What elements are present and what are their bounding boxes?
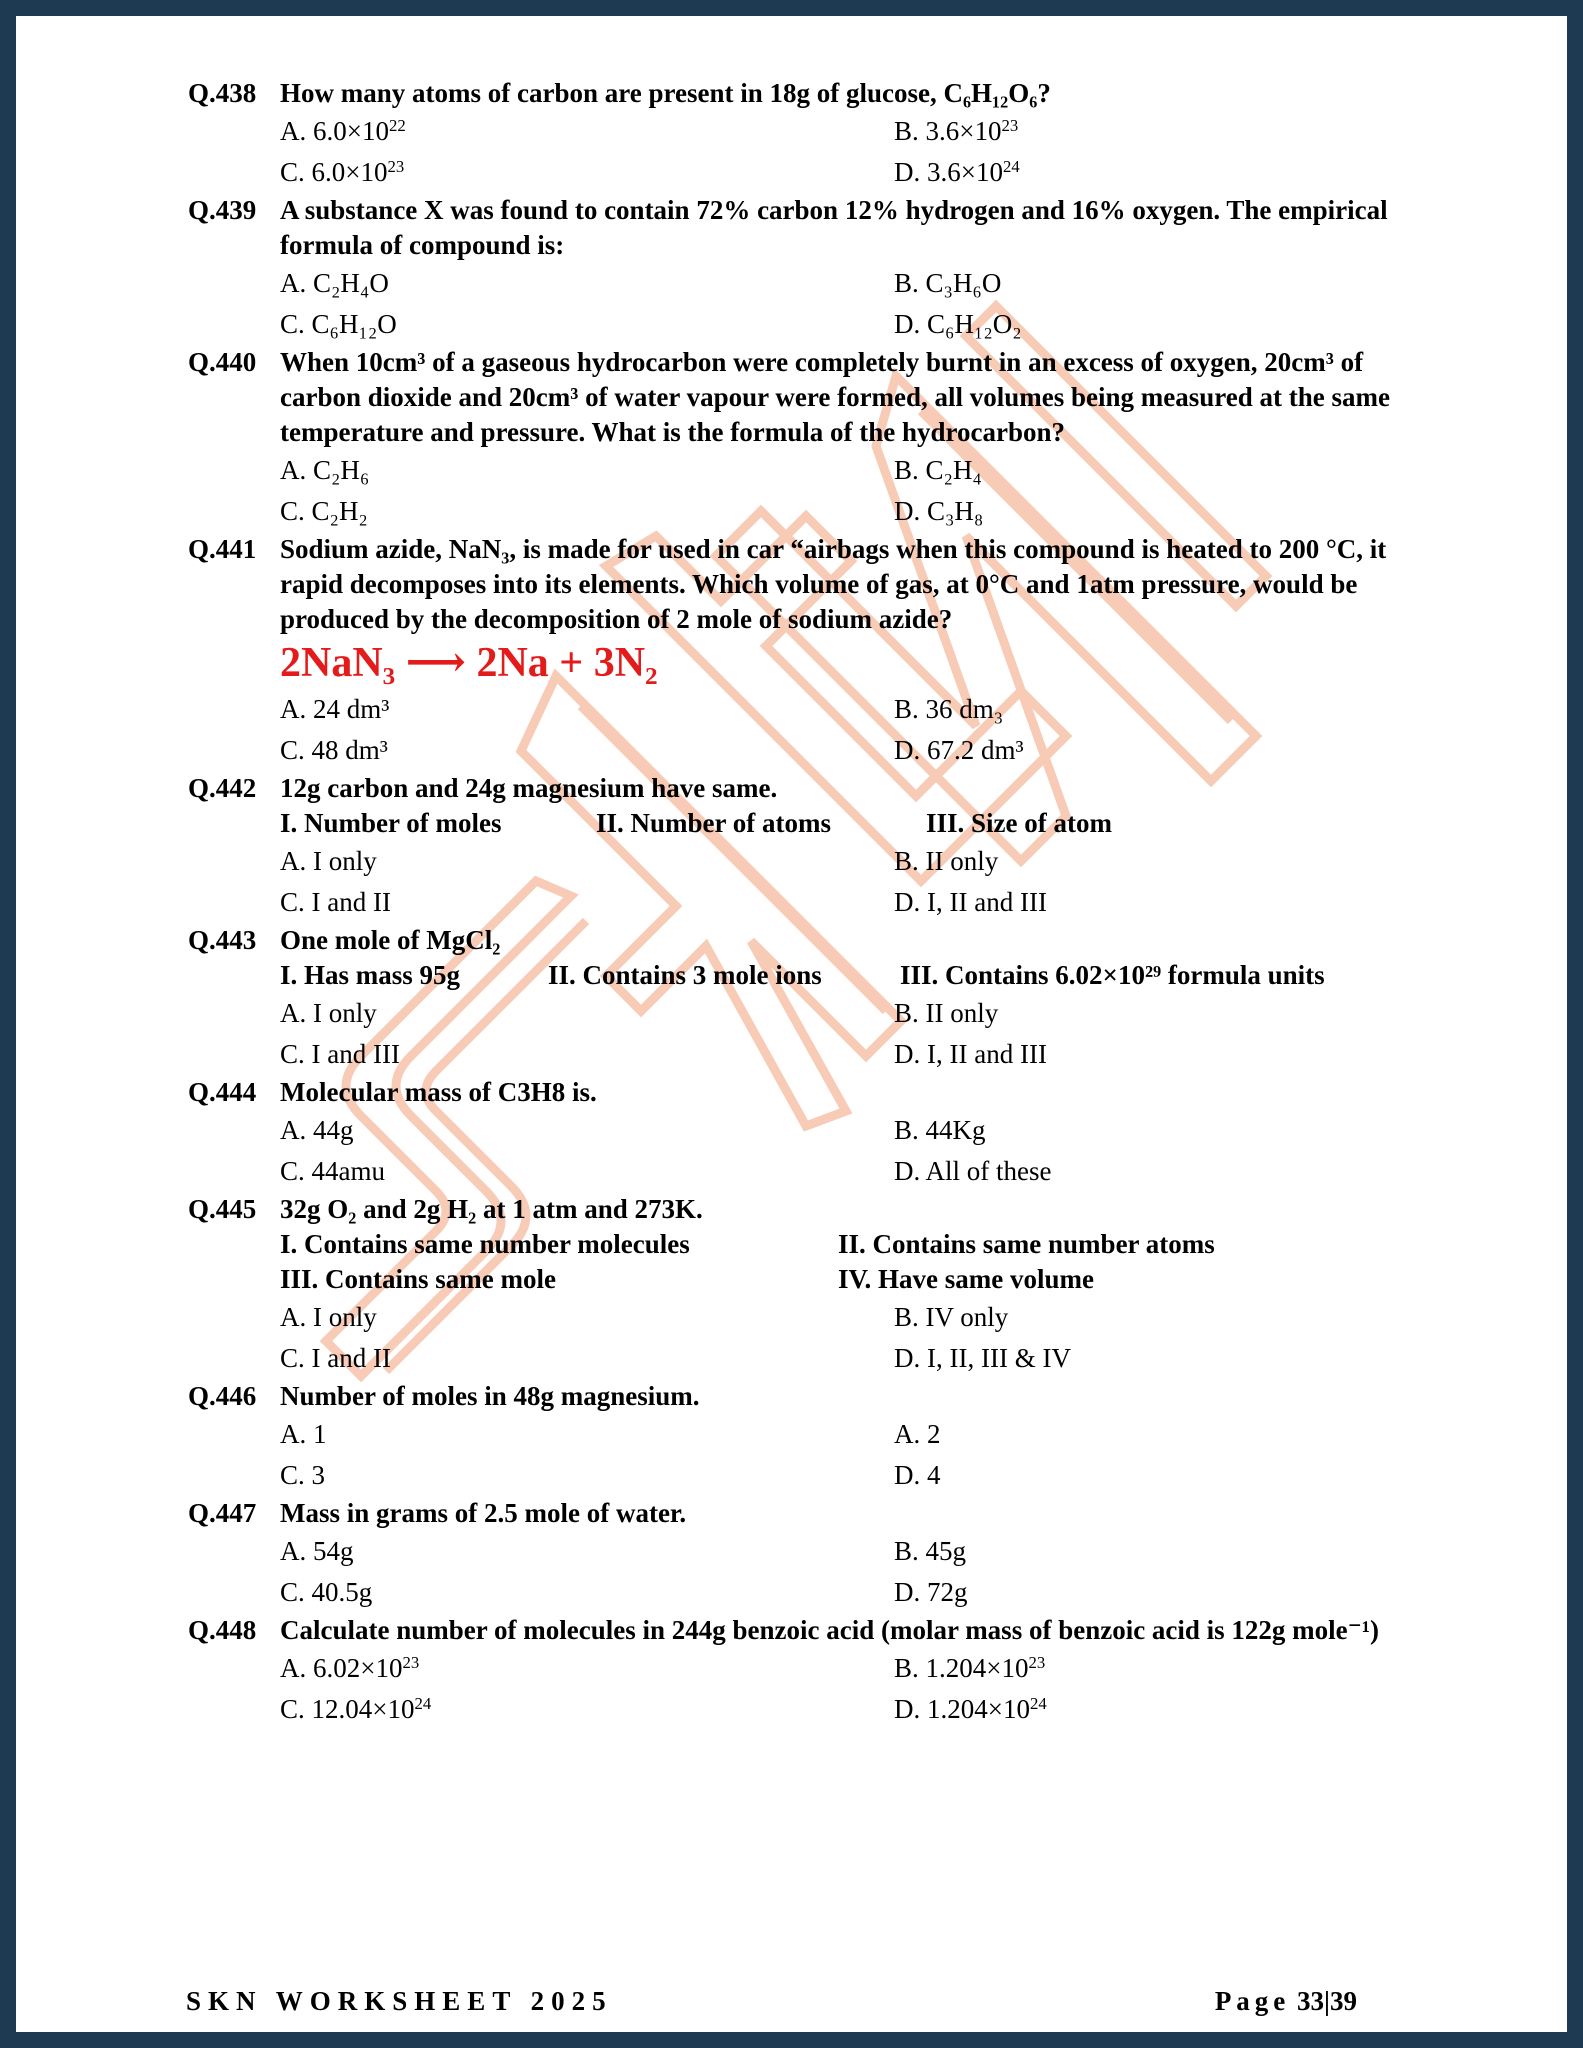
option-d[interactable]: D. 72g bbox=[894, 1577, 968, 1607]
option-b[interactable]: B. C₃H₆O bbox=[894, 268, 1002, 298]
question-number: Q.445 bbox=[188, 1194, 257, 1224]
options bbox=[280, 1110, 1428, 1192]
statement-4: IV. Have same volume bbox=[838, 1264, 1094, 1294]
options bbox=[280, 1414, 1428, 1496]
option-b[interactable]: B. $1.204\times 10^{23}$ bbox=[894, 1652, 1046, 1683]
question-number: Q.442 bbox=[188, 773, 257, 803]
option-b[interactable]: B. C₂H₄ bbox=[894, 455, 982, 485]
question-number: Q.441 bbox=[188, 534, 257, 564]
option-c[interactable]: C. $6.0\times 10^{23}$ bbox=[280, 156, 405, 187]
options bbox=[280, 450, 1428, 532]
question-445 bbox=[188, 1192, 1428, 1379]
option-c[interactable]: C. 44amu bbox=[280, 1156, 386, 1186]
option-b[interactable]: B. 36 dm₃ bbox=[894, 694, 1004, 724]
option-b[interactable]: B. $3.6\times 10^{23}$ bbox=[894, 115, 1019, 146]
statement-3: III. Contains same mole bbox=[280, 1264, 557, 1294]
question-text: When 10cm³ of a gaseous hydrocarbon were completely burnt in an excess of oxygen, 20cm³ of carbon dioxide and 20cm³ of water vapour were formed, all volumes being measured at the same temperature and pressure. What is the formula of the hydrocarbon? bbox=[280, 347, 1391, 447]
option-d[interactable]: D. 67.2 dm³ bbox=[894, 735, 1024, 765]
question-number: Q.440 bbox=[188, 347, 257, 377]
option-b[interactable]: B. II only bbox=[894, 998, 999, 1028]
worksheet-footer-title: SKN WORKSHEET 2025 bbox=[186, 1986, 613, 2016]
option-c[interactable]: C. I and III bbox=[280, 1039, 400, 1069]
question-text: One mole of MgCl₂ bbox=[280, 925, 501, 955]
statements bbox=[280, 1227, 1428, 1297]
options bbox=[280, 1297, 1428, 1379]
statement-2: II. Number of atoms bbox=[596, 808, 831, 838]
option-d[interactable]: D. I, II, III & IV bbox=[894, 1343, 1071, 1373]
option-a[interactable]: A. 54g bbox=[280, 1536, 354, 1566]
option-c[interactable]: C. 40.5g bbox=[280, 1577, 373, 1607]
question-number: Q.438 bbox=[188, 78, 257, 108]
option-d[interactable]: D. $3.6\times 10^{24}$ bbox=[894, 156, 1020, 187]
option-c[interactable]: C. 48 dm³ bbox=[280, 735, 388, 765]
option-b[interactable]: B. IV only bbox=[894, 1302, 1009, 1332]
question-number: Q.439 bbox=[188, 195, 257, 225]
statement-1: I. Number of moles bbox=[280, 808, 502, 838]
option-d[interactable]: D. All of these bbox=[894, 1156, 1052, 1186]
question-text: 32g O₂ and 2g H₂ at 1 atm and 273K. bbox=[280, 1194, 703, 1224]
question-number: Q.444 bbox=[188, 1077, 257, 1107]
worksheet-page bbox=[16, 16, 1567, 2032]
option-b[interactable]: B. 44Kg bbox=[894, 1115, 986, 1145]
page-current: 33 bbox=[1297, 1986, 1325, 2016]
question-number: Q.446 bbox=[188, 1381, 257, 1411]
question-447 bbox=[188, 1496, 1428, 1613]
option-d[interactable]: D. C₃H₈ bbox=[894, 496, 984, 526]
question-443 bbox=[188, 923, 1428, 1075]
page-total: 39 bbox=[1330, 1986, 1357, 2016]
option-d[interactable]: D. I, II and III bbox=[894, 1039, 1047, 1069]
question-438 bbox=[188, 76, 1428, 193]
statement-2: II. Contains same number atoms bbox=[838, 1229, 1215, 1259]
option-c[interactable]: C. 3 bbox=[280, 1460, 326, 1490]
option-a[interactable]: A. 24 dm³ bbox=[280, 694, 390, 724]
options bbox=[280, 841, 1428, 923]
question-text: Molecular mass of C3H8 is. bbox=[280, 1077, 597, 1107]
statements bbox=[280, 958, 1428, 993]
question-number: Q.447 bbox=[188, 1498, 257, 1528]
option-a[interactable]: A. C₂H₆ bbox=[280, 455, 370, 485]
option-d[interactable]: D. $1.204\times 10^{24}$ bbox=[894, 1693, 1047, 1724]
options bbox=[280, 1648, 1428, 1730]
question-441 bbox=[188, 532, 1428, 771]
statement-1: I. Contains same number molecules bbox=[280, 1229, 690, 1259]
option-c[interactable]: C. $12.04\times 10^{24}$ bbox=[280, 1693, 432, 1724]
options bbox=[280, 263, 1428, 345]
option-a[interactable]: A. 44g bbox=[280, 1115, 354, 1145]
option-c[interactable]: C. I and II bbox=[280, 887, 391, 917]
question-text: Calculate number of molecules in 244g benzoic acid (molar mass of benzoic acid is 122g mole⁻¹) bbox=[280, 1615, 1379, 1645]
option-a[interactable]: A. I only bbox=[280, 1302, 377, 1332]
option-a[interactable]: A. $6.02\times 10^{23}$ bbox=[280, 1652, 420, 1683]
page-number bbox=[1215, 1986, 1357, 2017]
question-442 bbox=[188, 771, 1428, 923]
options bbox=[280, 993, 1428, 1075]
option-a[interactable]: A. $6.0\times 10^{22}$ bbox=[280, 115, 406, 146]
question-number: Q.448 bbox=[188, 1615, 257, 1645]
question-444 bbox=[188, 1075, 1428, 1192]
option-b[interactable]: A. 2 bbox=[894, 1419, 941, 1449]
option-d[interactable]: D. 4 bbox=[894, 1460, 941, 1490]
question-text: 12g carbon and 24g magnesium have same. bbox=[280, 773, 778, 803]
question-text: Sodium azide, NaN₃, is made for used in car “airbags when this compound is heated to 200 °C, it rapid decomposes into its elements. Which volume of gas, at 0°C and 1atm pressure, would be produced by the decomposition of 2 mole of sodium azide? bbox=[280, 534, 1387, 634]
option-d[interactable]: D. C₆H₁₂O₂ bbox=[894, 309, 1022, 339]
option-b[interactable]: B. 45g bbox=[894, 1536, 967, 1566]
statement-3: III. Contains 6.02×10²⁹ formula units bbox=[900, 960, 1325, 990]
option-a[interactable]: A. C₂H₄O bbox=[280, 268, 389, 298]
option-c[interactable]: C. C₂H₂ bbox=[280, 496, 368, 526]
option-a[interactable]: A. I only bbox=[280, 998, 377, 1028]
options bbox=[280, 1531, 1428, 1613]
question-text: Number of moles in 48g magnesium. bbox=[280, 1381, 700, 1411]
question-439 bbox=[188, 193, 1428, 345]
question-number: Q.443 bbox=[188, 925, 257, 955]
option-b[interactable]: B. II only bbox=[894, 846, 999, 876]
statement-1: I. Has mass 95g bbox=[280, 960, 461, 990]
statement-2: II. Contains 3 mole ions bbox=[548, 960, 822, 990]
question-text: Mass in grams of 2.5 mole of water. bbox=[280, 1498, 687, 1528]
option-a[interactable]: A. I only bbox=[280, 846, 377, 876]
question-text: A substance X was found to contain 72% carbon 12% hydrogen and 16% oxygen. The empirical formula of compound is: bbox=[280, 195, 1388, 260]
question-list bbox=[188, 76, 1428, 1730]
option-c[interactable]: C. I and II bbox=[280, 1343, 391, 1373]
page-separator: | bbox=[1324, 1986, 1330, 2016]
question-446 bbox=[188, 1379, 1428, 1496]
statement-3: III. Size of atom bbox=[926, 808, 1112, 838]
option-d[interactable]: D. I, II and III bbox=[894, 887, 1047, 917]
options bbox=[280, 689, 1428, 771]
question-text: How many atoms of carbon are present in 18g of glucose, C₆H₁₂O₆? bbox=[280, 78, 1051, 108]
option-c[interactable]: C. C₆H₁₂O bbox=[280, 309, 397, 339]
statements bbox=[280, 806, 1428, 841]
question-440 bbox=[188, 345, 1428, 532]
options bbox=[280, 111, 1428, 193]
question-448 bbox=[188, 1613, 1428, 1730]
option-a[interactable]: A. 1 bbox=[280, 1419, 327, 1449]
page-word: Page bbox=[1214, 1986, 1291, 2016]
reaction-equation: 2NaN₃ ⟶ 2Na + 3N₂ bbox=[280, 640, 658, 686]
